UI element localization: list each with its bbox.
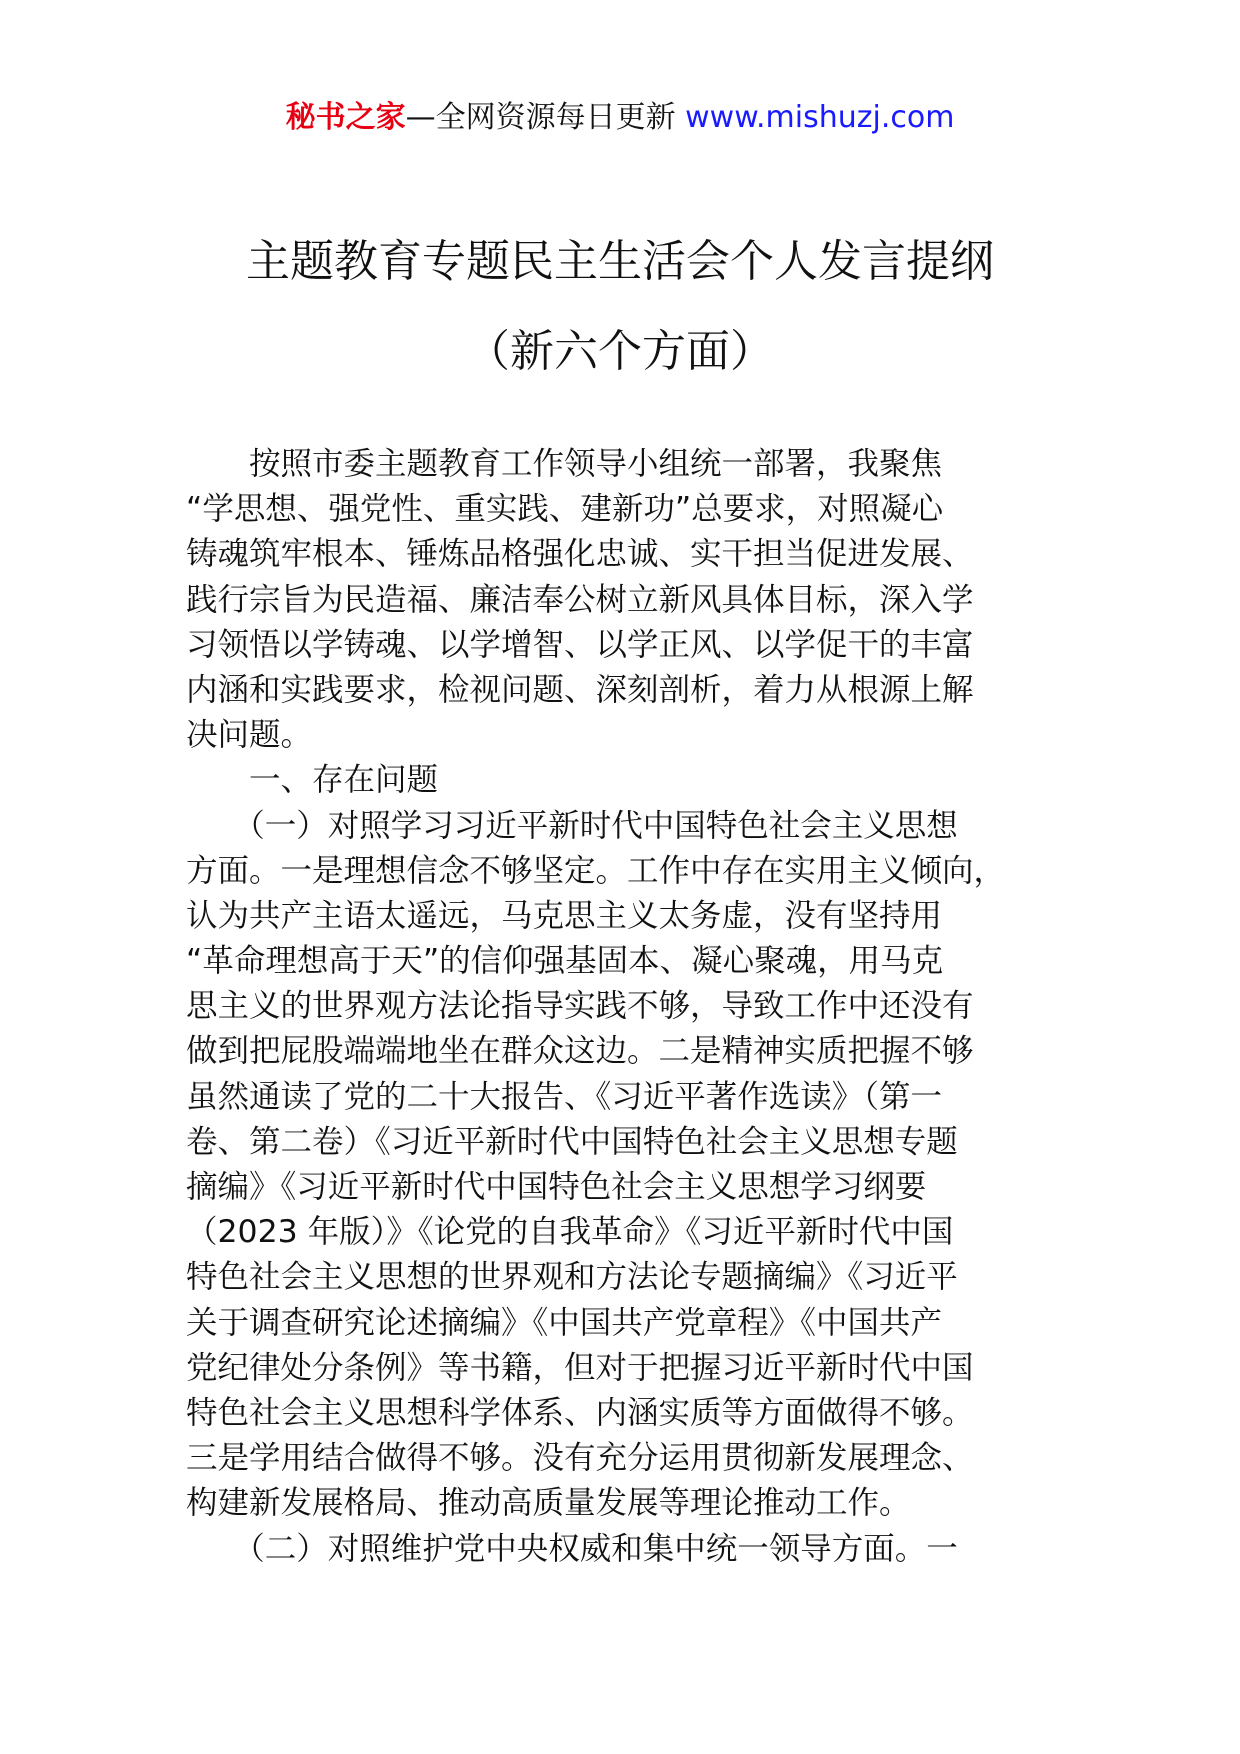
- body-line: 关于调查研究论述摘编》《中国共产党章程》《中国共产: [186, 1304, 943, 1341]
- site-tagline: —全网资源每日更新: [405, 100, 676, 135]
- document-body: [186, 442, 1066, 1572]
- document-title: 主题教育专题民主生活会个人发言提纲: [246, 236, 994, 287]
- section-heading: 一、存在问题: [186, 762, 439, 799]
- body-line: 铸魂筑牢根本、锤炼品格强化忠诚、实干担当促进发展、: [186, 536, 974, 573]
- body-line: （二）对照维护党中央权威和集中统一领导方面。一: [186, 1530, 958, 1567]
- body-line: 特色社会主义思想科学体系、内涵实质等方面做得不够。: [186, 1394, 974, 1431]
- body-line: 三是学用结合做得不够。没有充分运用贯彻新发展理念、: [186, 1440, 974, 1477]
- site-brand: 秘书之家: [285, 100, 406, 135]
- body-line: 摘编》《习近平新时代中国特色社会主义思想学习纲要: [186, 1169, 927, 1205]
- body-line: 按照市委主题教育工作领导小组统一部署，我聚焦: [186, 446, 943, 482]
- body-line: 卷、第二卷）《习近平新时代中国特色社会主义思想专题: [186, 1123, 958, 1160]
- body-line: 特色社会主义思想的世界观和方法论专题摘编》《习近平: [186, 1259, 958, 1296]
- body-line: 内涵和实践要求，检视问题、深刻剖析，着力从根源上解: [186, 671, 974, 708]
- body-line: 党纪律处分条例》等书籍，但对于把握习近平新时代中国: [186, 1349, 974, 1386]
- body-line: “学思想、强党性、重实践、建新功”总要求，对照凝心: [186, 491, 944, 528]
- body-line: （2023 年版）》《论党的自我革命》《习近平新时代中国: [186, 1214, 954, 1251]
- body-line: （一）对照学习习近平新时代中国特色社会主义思想: [186, 807, 958, 844]
- site-header: [0, 98, 1240, 138]
- body-line: 习领悟以学铸魂、以学增智、以学正风、以学促干的丰富: [186, 626, 974, 663]
- body-line: “革命理想高于天”的信仰强基固本、凝心聚魂，用马克: [186, 943, 944, 980]
- body-line: 思主义的世界观方法论指导实践不够，导致工作中还没有: [186, 988, 974, 1025]
- site-url-link[interactable]: www.mishuzj.com: [685, 100, 955, 135]
- body-line: 认为共产主语太遥远，马克思主义太务虚，没有坚持用: [186, 897, 943, 934]
- body-line: 决问题。: [186, 717, 313, 754]
- body-line: 构建新发展格局、推动高质量发展等理论推动工作。: [186, 1485, 911, 1522]
- body-line: 做到把屁股端端地坐在群众这边。二是精神实质把握不够: [186, 1033, 974, 1070]
- body-line: 方面。一是理想信念不够坚定。工作中存在实用主义倾向，: [186, 852, 1006, 889]
- body-line: 虽然通读了党的二十大报告、《习近平著作选读》（第一: [186, 1078, 943, 1115]
- body-line: 践行宗旨为民造福、廉洁奉公树立新风具体目标，深入学: [186, 581, 974, 618]
- document-subtitle: （新六个方面）: [466, 326, 774, 377]
